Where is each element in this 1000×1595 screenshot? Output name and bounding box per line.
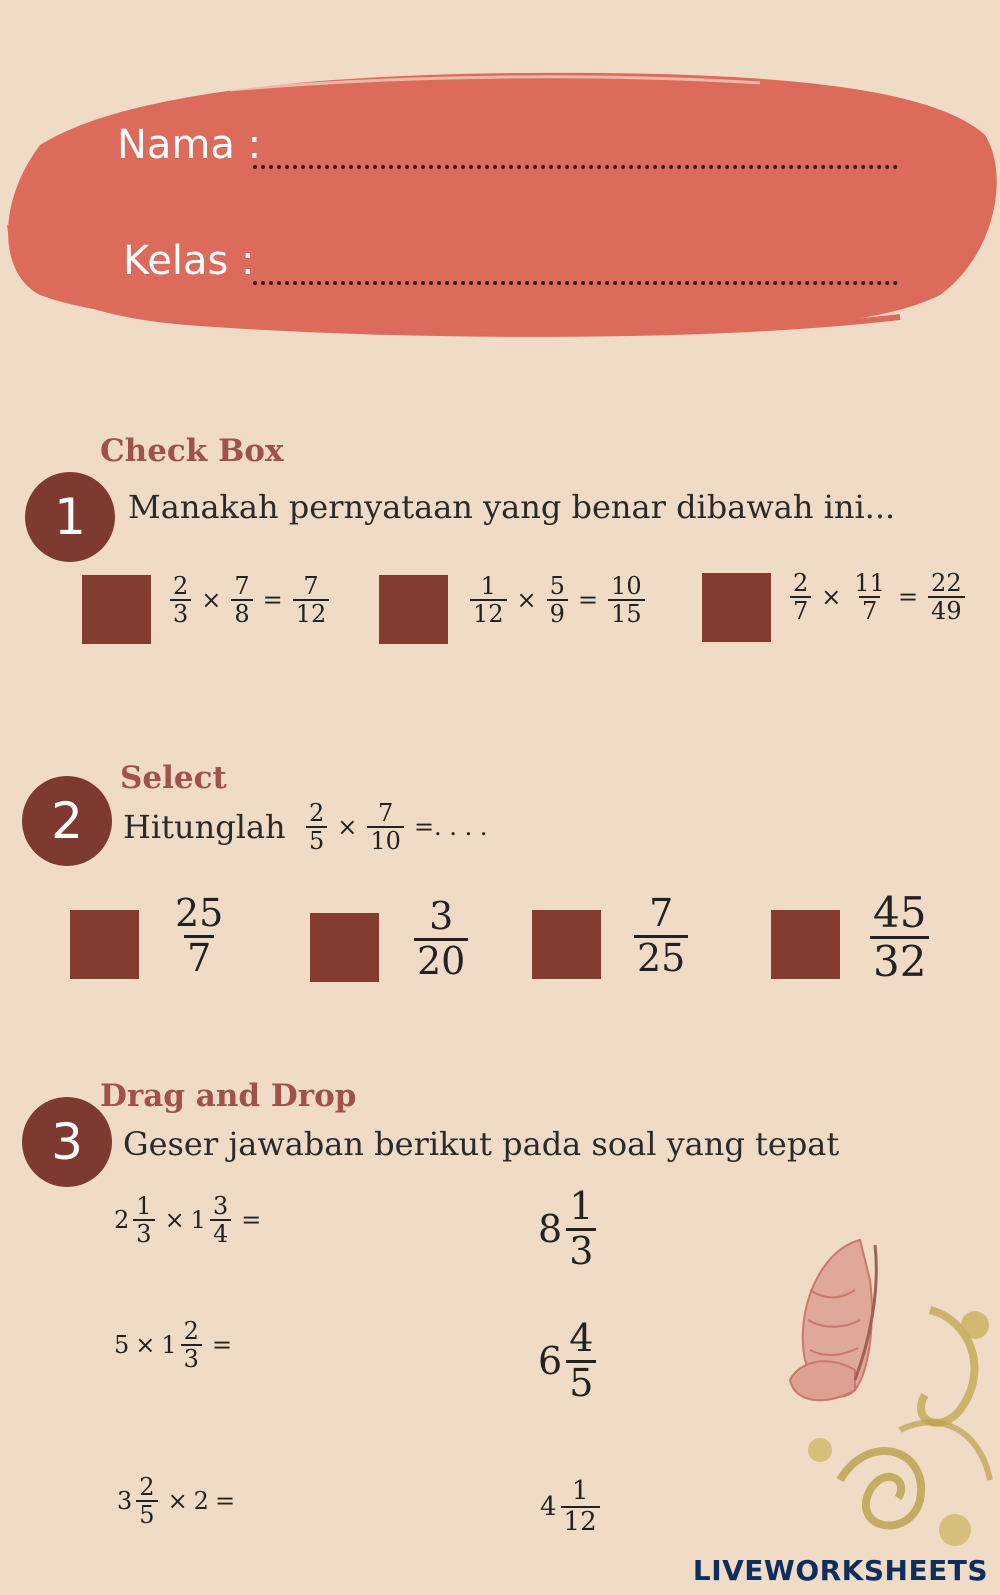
drag-answer-2[interactable]: 6 $\frac{4}{5}$ [538, 1318, 600, 1405]
class-label: Kelas : [123, 238, 255, 284]
checkbox-option-2[interactable] [379, 575, 448, 644]
section2-expression: $\frac{2}{5}$ × $\frac{7}{10}$ =. . . . [302, 800, 493, 855]
section2-question: Hitunglah [123, 808, 286, 846]
checkbox-option-3[interactable] [702, 573, 771, 642]
section2-number: 2 [22, 776, 112, 866]
section2-title: Select [120, 760, 227, 796]
select-option-3-box[interactable] [532, 910, 601, 979]
section1-number: 1 [25, 472, 115, 562]
select-option-3[interactable]: $\frac{7}{25}$ [630, 893, 692, 980]
select-option-1[interactable]: $\frac{25}{7}$ [175, 891, 224, 980]
section1-question: Manakah pernyataan yang benar dibawah ini... [128, 488, 896, 526]
section1-title: Check Box [100, 433, 284, 469]
name-input-line[interactable] [253, 165, 898, 169]
name-label: Nama : [117, 122, 262, 168]
drag-problem-2: 5 × 1 $\frac{2}{3}$ = [114, 1317, 233, 1374]
checkbox-option-1[interactable] [82, 575, 151, 644]
drag-answer-1[interactable]: 8 $\frac{1}{3}$ [538, 1186, 600, 1273]
section3-number: 3 [22, 1097, 112, 1187]
select-option-4[interactable]: $\frac{45}{32}$ [866, 890, 933, 985]
option1-expression: $\frac{2}{3}$ × $\frac{7}{8}$ = $\frac{7}{12}$ [166, 573, 333, 628]
select-option-2[interactable]: $\frac{3}{20}$ [410, 896, 472, 983]
header-blob [0, 55, 1000, 345]
section3-title: Drag and Drop [100, 1078, 357, 1114]
option2-expression: $\frac{1}{12}$ × $\frac{5}{9}$ = $\frac{10}{15}$ [466, 573, 649, 628]
drag-problem-3: 3 $\frac{2}{5}$ × 2 = [117, 1473, 236, 1530]
drag-problem-1: 2 $\frac{1}{3}$ × 1 $\frac{3}{4}$ = [114, 1192, 262, 1249]
option3-expression: $\frac{2}{7}$ × $\frac{11}{7}$ = $\frac{22}{49}$ [786, 570, 969, 625]
select-option-1-box[interactable] [70, 910, 139, 979]
drag-answer-3[interactable]: 4 $\frac{1}{12}$ [540, 1477, 604, 1536]
select-option-4-box[interactable] [771, 910, 840, 979]
section3-question: Geser jawaban berikut pada soal yang tepat [123, 1125, 840, 1163]
select-option-2-box[interactable] [310, 913, 379, 982]
class-input-line[interactable] [253, 281, 898, 285]
liveworksheets-watermark: LIVEWORKSHEETS [692, 1554, 988, 1587]
butterfly-decoration-icon [780, 1230, 1000, 1570]
